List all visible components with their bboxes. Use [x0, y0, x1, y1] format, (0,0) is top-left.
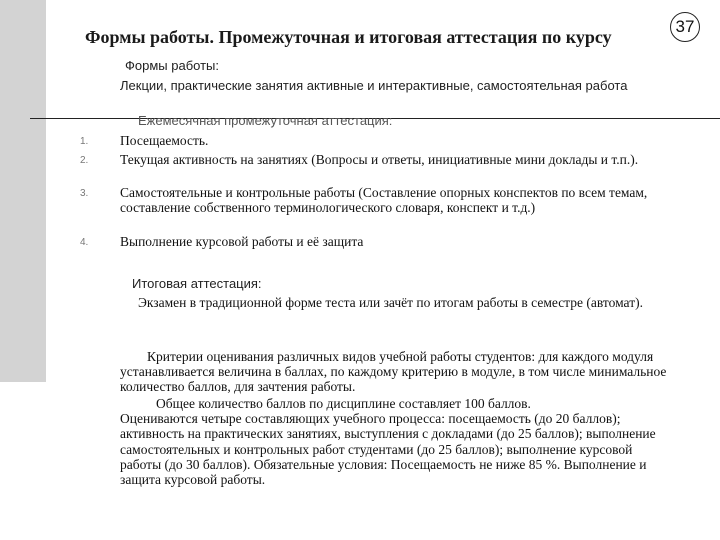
forms-lecture-text: Лекции, практические занятия активные и интерактивные, самостоятельная работа — [120, 78, 628, 93]
list-item-number: 4. — [80, 237, 89, 248]
list-item-number: 2. — [80, 155, 89, 166]
criteria-text: Критерии оценивания различных видов учебной работы студентов: для каждого модуля устанавливается величина в баллах, по каждому критерию в модуле, в том числе минимальное количество баллов, для зачтения работы. — [120, 349, 667, 394]
criteria-totals — [120, 396, 675, 487]
list-item-number: 1. — [80, 136, 89, 147]
list-item-text: Текущая активность на занятиях (Вопросы и ответы, инициативные мини доклады и т.п.). — [120, 152, 639, 167]
list-item-text: Посещаемость. — [120, 133, 209, 148]
grading-components-text: Оцениваются четыре составляющих учебного процесса: посещаемость (до 20 баллов); активность на практических занятиях, выступления с докладами (до 25 баллов); выполнение самостоятельных и контрольных работ студентами (до 25 баллов); выполнение курсовой работы (до 30 баллов). Обязательные условия: Посещаемость не ниже 85 %. Выполнение и защита курсовой работы. — [120, 411, 656, 488]
list-item-number: 3. — [80, 188, 89, 199]
page-number-badge: 37 — [670, 12, 700, 42]
final-exam-text: Экзамен в традиционной форме теста или зачёт по итогам работы в семестре (автомат). — [138, 295, 643, 310]
total-points-statement: Общее количество баллов по дисциплине составляет 100 баллов. — [156, 396, 531, 411]
list-item-text: Самостоятельные и контрольные работы (Составление опорных конспектов по всем темам, составление собственного терминологического словаря, конспект и т.д.) — [120, 185, 648, 215]
list-item-text: Выполнение курсовой работы и её защита — [120, 234, 364, 249]
forms-heading: Формы работы: — [125, 58, 219, 73]
interim-heading: Ежемесячная промежуточная аттестация: — [138, 113, 393, 128]
slide-title: Формы работы. Промежуточная и итоговая аттестация по курсу — [85, 27, 612, 47]
decorative-sidebar-bar — [0, 0, 46, 382]
final-heading: Итоговая аттестация: — [132, 276, 262, 291]
